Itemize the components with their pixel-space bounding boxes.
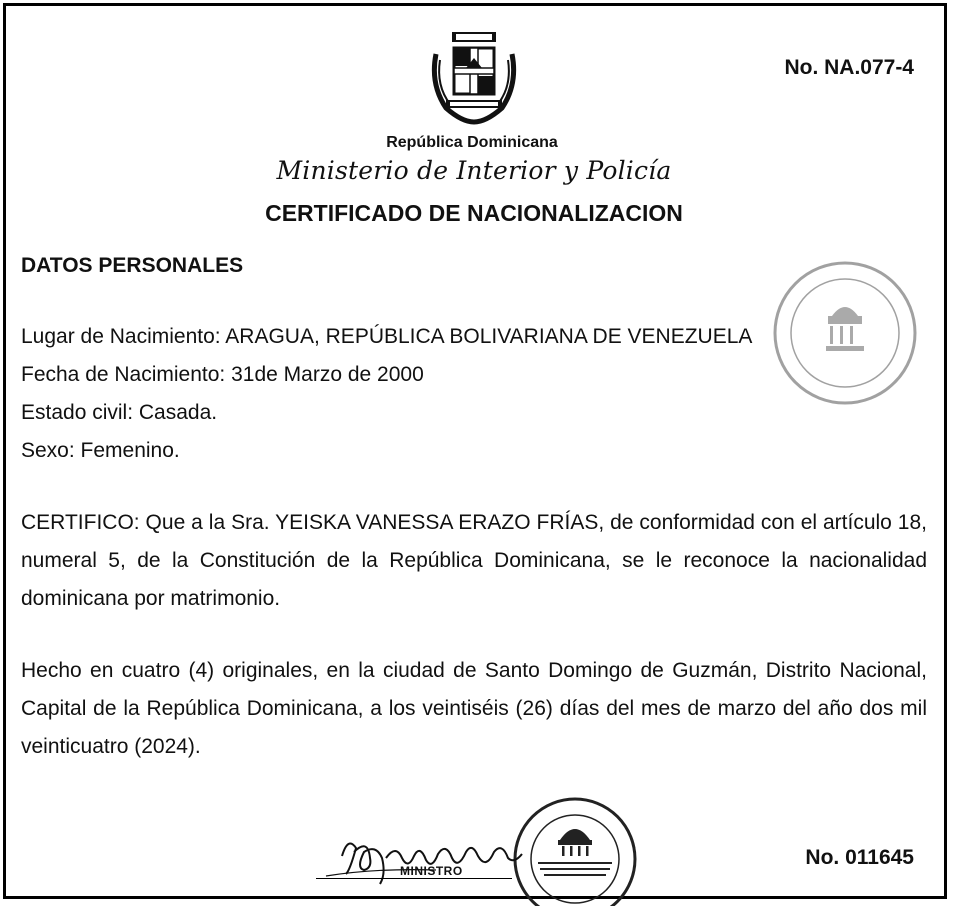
- coat-of-arms-emblem: [426, 24, 522, 126]
- serial-number: No. 011645: [805, 846, 914, 869]
- issuance-paragraph: Hecho en cuatro (4) originales, en la ciudad de Santo Domingo de Guzmán, Distrito Nacional, Capital de la República Dominicana, a los veintiséis (26) días del mes de marzo del año dos mil veinticuatro (2024).: [21, 659, 927, 758]
- birthplace-line: Lugar de Nacimiento: ARAGUA, REPÚBLICA BOLIVARIANA DE VENEZUELA: [21, 325, 753, 348]
- ministry-seal-stamp: [770, 258, 920, 408]
- sex-line: Sexo: Femenino.: [21, 439, 180, 462]
- birthdate-line: Fecha de Nacimiento: 31de Marzo de 2000: [21, 363, 424, 386]
- civil-status-line: Estado civil: Casada.: [21, 401, 218, 424]
- certification-paragraph: CERTIFICO: Que a la Sra. YEISKA VANESSA ERAZO FRÍAS, de conformidad con el artículo 18, numeral 5, de la Constitución de la República Dominicana, se le reconoce la nacionalidad dominicana por matrimonio.: [21, 511, 927, 610]
- certificate-title: CERTIFICADO DE NACIONALIZACION: [265, 200, 683, 226]
- republic-heading: República Dominicana: [386, 134, 558, 151]
- document-number: No. NA.077-4: [784, 56, 914, 79]
- personal-data-block: [21, 318, 752, 470]
- personal-data-heading: DATOS PERSONALES: [21, 254, 244, 277]
- minister-label: MINISTRO: [400, 864, 463, 878]
- ministry-heading: Ministerio de Interior y Policía: [276, 156, 672, 185]
- signature-line: [316, 878, 512, 879]
